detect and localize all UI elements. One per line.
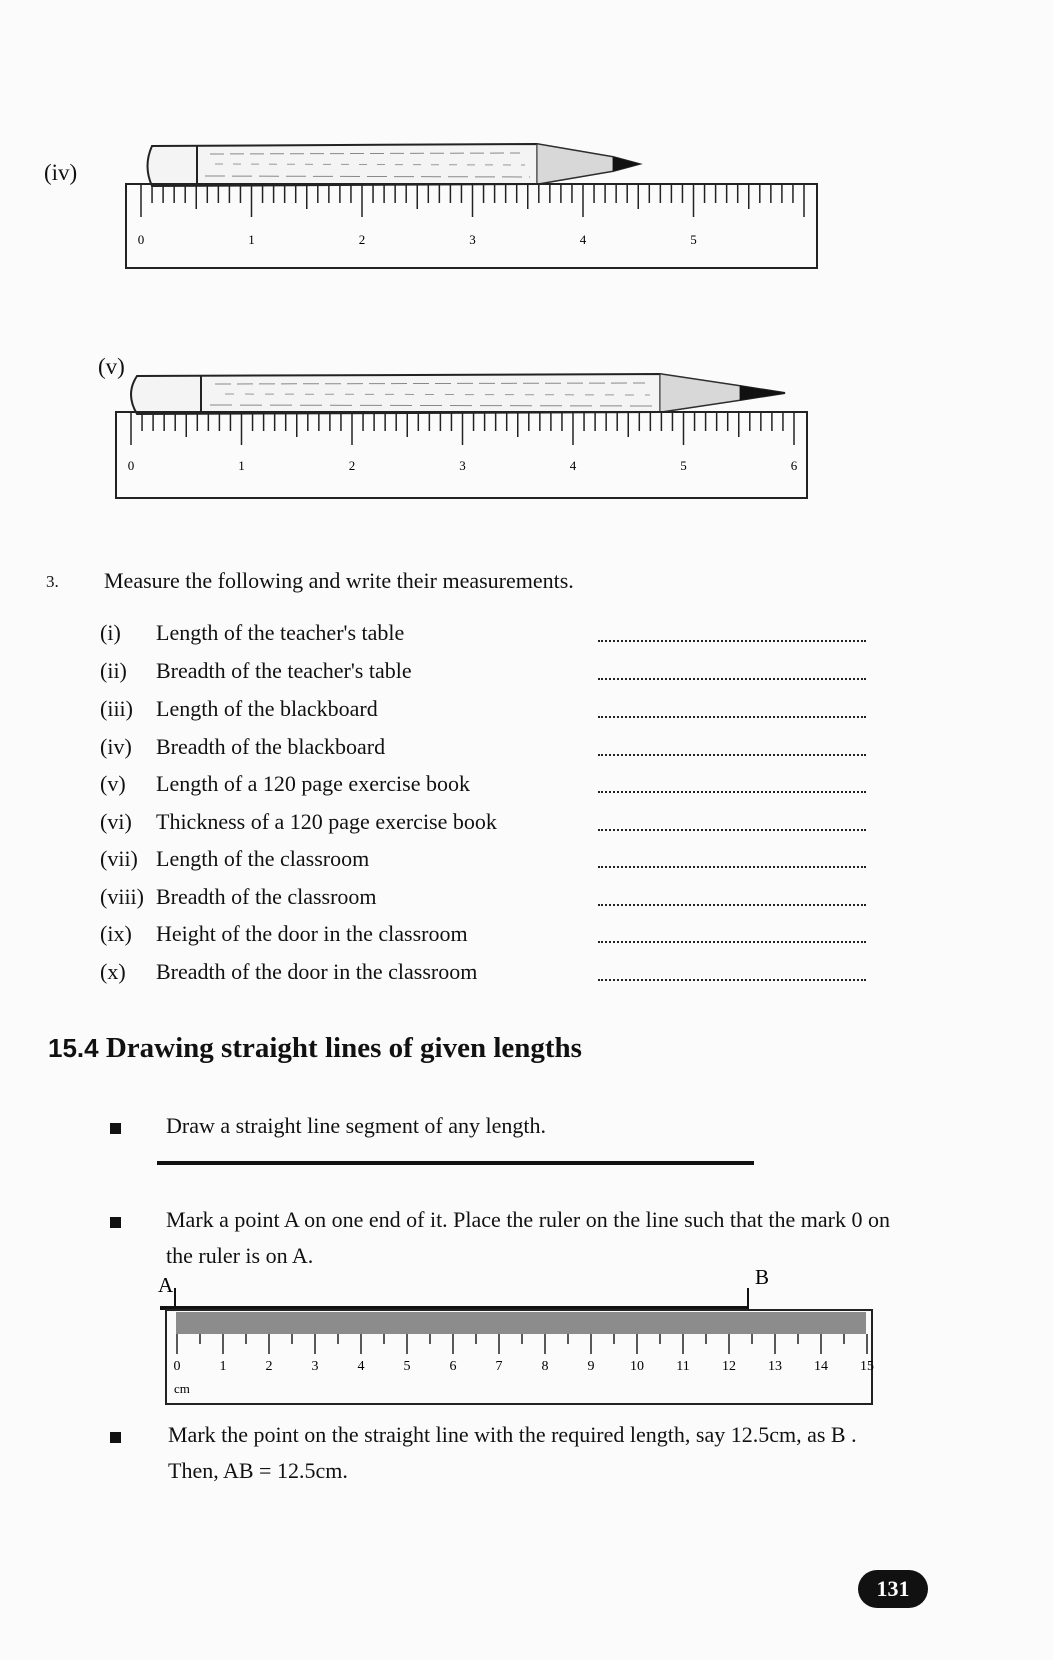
list-item	[100, 771, 920, 801]
figure-v-pencil-ruler	[115, 372, 815, 527]
answer-blank[interactable]	[598, 979, 866, 981]
item-text: Breadth of the blackboard	[156, 734, 386, 759]
ruler-number: 9	[587, 1359, 595, 1374]
ruler-number: 10	[630, 1359, 644, 1374]
ruler-number: 1	[248, 232, 255, 247]
ruler-number: 0	[137, 232, 145, 247]
item-numeral: (i)	[100, 620, 121, 645]
item-numeral: (ii)	[100, 658, 127, 683]
figure-v-label: (v)	[98, 354, 125, 379]
figure-iv-label: (iv)	[44, 160, 78, 185]
ruler-number: 6	[449, 1359, 457, 1374]
answer-blank[interactable]	[598, 904, 866, 906]
item-text: Length of the blackboard	[156, 696, 378, 721]
ruler-shaded-edge	[176, 1312, 866, 1334]
item-text: Length of the classroom	[156, 846, 370, 871]
ruler-number: 0	[173, 1359, 181, 1374]
ruler-number: 5	[680, 458, 687, 473]
ruler-number: 12	[722, 1359, 736, 1374]
question-stem: Measure the following and write their measurements.	[104, 568, 574, 593]
item-text: Length of the teacher's table	[156, 620, 405, 645]
figure-iv-pencil-ruler	[125, 140, 825, 285]
answer-blank[interactable]	[598, 829, 866, 831]
pencil-icon	[131, 374, 785, 414]
item-text: Length of a 120 page exercise book	[156, 771, 470, 796]
section-heading	[48, 1032, 582, 1065]
answer-blank[interactable]	[598, 791, 866, 793]
item-text: Thickness of a 120 page exercise book	[156, 809, 497, 834]
ruler-number: 4	[569, 458, 577, 473]
line-segment	[157, 1161, 754, 1165]
answer-blank[interactable]	[598, 716, 866, 718]
step-2-text-line2: the ruler is on A.	[166, 1243, 314, 1268]
answer-blank[interactable]	[598, 866, 866, 868]
section-number: 15.4	[48, 1033, 99, 1063]
item-numeral: (iii)	[100, 696, 133, 721]
step-3-text-line2: Then, AB = 12.5cm.	[168, 1458, 348, 1483]
ruler-number: 2	[265, 1359, 273, 1374]
ruler-number: 3	[459, 458, 466, 473]
section-title: Drawing straight lines of given lengths	[105, 1032, 582, 1064]
ruler-numbers	[128, 458, 798, 473]
item-text: Breadth of the door in the classroom	[156, 959, 478, 984]
answer-blank[interactable]	[598, 640, 866, 642]
list-item	[100, 921, 920, 951]
point-b-label: B	[755, 1266, 770, 1289]
item-numeral: (viii)	[100, 884, 144, 909]
ruler-number: 2	[358, 232, 366, 247]
bullet-icon	[110, 1432, 121, 1443]
item-text: Breadth of the classroom	[156, 884, 377, 909]
list-item	[100, 696, 920, 726]
ruler-number: 1	[238, 458, 245, 473]
ruler-number: 8	[541, 1359, 549, 1374]
item-text: Breadth of the teacher's table	[156, 658, 412, 683]
item-numeral: (ix)	[100, 921, 132, 946]
ruler-number: 13	[768, 1359, 782, 1374]
ruler-number: 5	[690, 232, 697, 247]
unit-label: cm	[174, 1381, 190, 1396]
list-item	[100, 620, 920, 650]
item-text: Height of the door in the classroom	[156, 921, 468, 946]
bullet-icon	[110, 1123, 121, 1134]
list-item	[100, 884, 920, 914]
ruler-number: 4	[357, 1359, 365, 1374]
ruler-ticks	[141, 185, 804, 217]
ruler-number: 15	[860, 1359, 874, 1374]
answer-blank[interactable]	[598, 941, 866, 943]
step-1-text: Draw a straight line segment of any length.	[166, 1113, 547, 1138]
item-numeral: (iv)	[100, 734, 132, 759]
item-numeral: (v)	[100, 771, 126, 796]
ruler-number: 5	[403, 1359, 411, 1374]
pencil-icon	[148, 144, 640, 186]
answer-blank[interactable]	[598, 678, 866, 680]
ruler-numbers	[174, 1359, 875, 1374]
ruler-ticks	[131, 413, 794, 445]
ruler-number: 11	[676, 1359, 690, 1374]
ruler-number: 3	[469, 232, 476, 247]
ruler-number: 7	[495, 1359, 503, 1374]
step-3-text-line1: Mark the point on the straight line with the required length, say 12.5cm, as B .	[168, 1422, 857, 1447]
ruler-number: 14	[814, 1359, 828, 1374]
ruler-ticks	[177, 1334, 867, 1354]
ruler-numbers	[138, 232, 697, 247]
answer-blank[interactable]	[598, 754, 866, 756]
item-numeral: (vi)	[100, 809, 132, 834]
ruler-number: 3	[311, 1359, 319, 1374]
bullet-icon	[110, 1217, 121, 1228]
ruler-number: 1	[219, 1359, 227, 1374]
step-2-text-line1: Mark a point A on one end of it. Place the ruler on the line such that the mark 0 on	[166, 1207, 890, 1232]
item-numeral: (vii)	[100, 846, 138, 871]
ruler-number: 2	[348, 458, 356, 473]
list-item	[100, 658, 920, 688]
ruler-number: 4	[579, 232, 587, 247]
list-item	[100, 734, 920, 764]
item-numeral: (x)	[100, 959, 126, 984]
list-item	[100, 959, 920, 989]
list-item	[100, 846, 920, 876]
ruler-number: 0	[127, 458, 135, 473]
ruler-diagram	[150, 1266, 890, 1408]
ruler-number: 6	[790, 458, 798, 473]
list-item	[100, 809, 920, 839]
page-number: 131	[858, 1570, 928, 1608]
question-number: 3.	[46, 572, 59, 591]
point-a-label: A	[158, 1273, 174, 1297]
